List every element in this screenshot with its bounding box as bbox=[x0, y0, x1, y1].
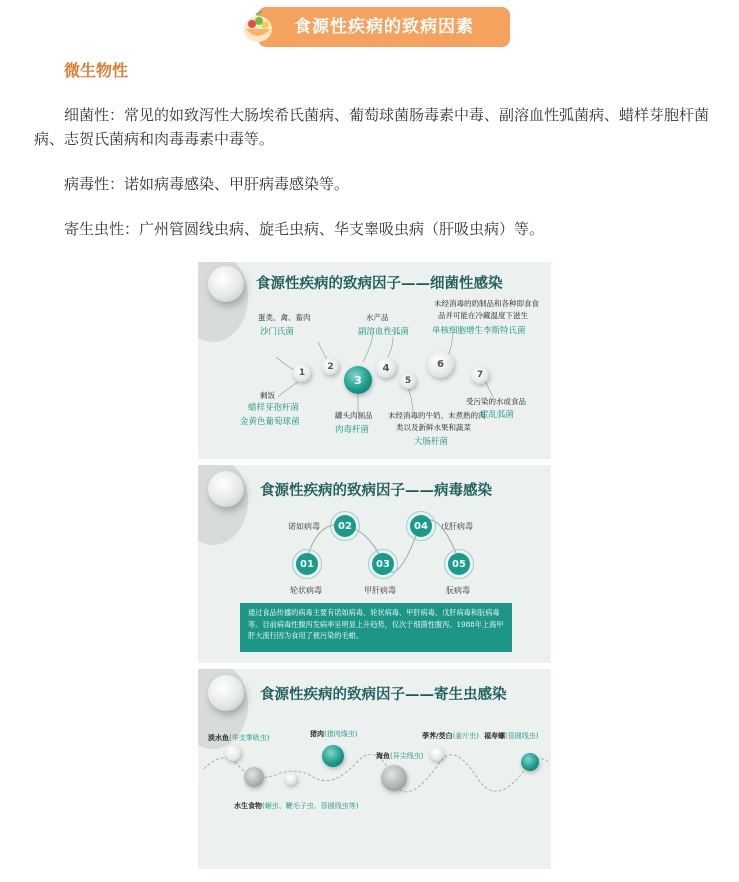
virus-label: 戊肝病毒 bbox=[441, 522, 473, 531]
section-subtitle: 微生物性 bbox=[64, 61, 129, 80]
item-bacteria: 副溶血性弧菌 bbox=[358, 327, 410, 337]
virus-badge-02: 02 bbox=[330, 511, 360, 541]
parasite-node-small bbox=[285, 773, 297, 785]
item-source: 受污染的水或食品 bbox=[466, 397, 526, 406]
item-source: 罐头肉制品 bbox=[335, 411, 373, 420]
header-title: 食源性疾病的致病因素 bbox=[258, 7, 510, 47]
virus-label: 甲肝病毒 bbox=[364, 586, 396, 595]
item-source: 蛋类、禽、畜肉 bbox=[258, 313, 311, 322]
paragraph-parasite: 寄生虫性：广州管圆线虫病、旋毛虫病、华支睾吸虫病（肝吸虫病）等。 bbox=[64, 220, 545, 238]
item-bacteria: 大肠杆菌 bbox=[414, 437, 449, 447]
bacteria-node-4: 4 bbox=[376, 358, 396, 378]
item-bacteria: 蜡样芽孢杆菌 bbox=[248, 403, 300, 413]
bacteria-infographic bbox=[198, 262, 551, 459]
virus-badge-03: 03 bbox=[368, 549, 398, 579]
bacteria-node-3: 3 bbox=[344, 366, 372, 394]
item-bacteria: 单核细胞增生李斯特氏菌 bbox=[432, 326, 526, 336]
bacteria-node-2: 2 bbox=[322, 358, 339, 375]
paragraph-virus: 病毒性：诺如病毒感染、甲肝病毒感染等。 bbox=[64, 175, 350, 193]
panel-title: 食源性疾病的致病因子——病毒感染 bbox=[260, 482, 492, 499]
panel-title: 食源性疾病的致病因子——寄生虫感染 bbox=[260, 686, 507, 703]
virus-badge-05: 05 bbox=[444, 549, 474, 579]
parasite-node-pork bbox=[322, 745, 344, 767]
paragraph-bacteria: 细菌性：常见的如致泻性大肠埃希氏菌病、葡萄球菌肠毒素中毒、副溶血性弧菌病、蜡样芽胞杆菌病、志贺氏菌病和肉毒毒素中毒等。 bbox=[34, 106, 710, 148]
virus-badge-01: 01 bbox=[292, 549, 322, 579]
parasite-node-apple-snail bbox=[521, 753, 539, 771]
virus-label: 诺如病毒 bbox=[288, 522, 320, 531]
item-source: 剩饭 bbox=[260, 391, 275, 400]
item-bacteria: 霍乱弧菌 bbox=[480, 410, 515, 420]
virus-infographic bbox=[198, 465, 551, 663]
item-source: 水产品 bbox=[366, 313, 389, 322]
parasite-label: 淡水鱼(华支睾吸虫) bbox=[208, 734, 270, 742]
parasite-label: 荸荠/茭白(姜片虫) bbox=[422, 732, 480, 740]
parasite-node-freshwater-fish bbox=[225, 745, 241, 761]
parasite-label: 福寿螺(管圆线虫) bbox=[484, 732, 539, 740]
panel-title: 食源性疾病的致病因子——细菌性感染 bbox=[256, 275, 503, 292]
parasite-label: 水生食物(蛔虫、鞭毛子虫、管圆线虫等) bbox=[234, 802, 359, 810]
parasite-node-aquatic-food bbox=[244, 767, 264, 787]
item-source: 类以及新鲜水果和蔬菜 bbox=[396, 423, 471, 432]
item-source: 未经消毒的牛奶、未煮熟的肉 bbox=[388, 411, 486, 420]
parasite-node-sea-fish bbox=[381, 765, 407, 791]
section-header bbox=[240, 7, 510, 47]
bacteria-node-5: 5 bbox=[400, 373, 416, 389]
connector-lines bbox=[198, 262, 551, 459]
bacteria-node-6: 6 bbox=[427, 351, 454, 378]
food-bowl-icon bbox=[240, 9, 276, 45]
virus-info-box: 通过食品传播的病毒主要有诺如病毒、轮状病毒、甲肝病毒、戊肝病毒和朊病毒等。目前病毒性腹泻发病率呈明显上升趋势，仅次于细菌性腹泻。1988年上海甲肝大流行因为食用了被污染的毛蚶。 bbox=[240, 603, 512, 652]
item-bacteria: 沙门氏菌 bbox=[260, 327, 295, 337]
bacteria-node-7: 7 bbox=[471, 366, 489, 384]
bacteria-node-1: 1 bbox=[293, 364, 311, 382]
item-source: 品并可能在冷藏温度下滋生 bbox=[438, 311, 528, 320]
virus-label: 朊病毒 bbox=[446, 586, 470, 595]
parasite-label: 海鱼(异尖线虫) bbox=[376, 752, 424, 760]
item-bacteria: 肉毒杆菌 bbox=[335, 425, 370, 435]
parasite-label: 猪肉(猪肉绦虫) bbox=[310, 730, 358, 738]
parasite-infographic bbox=[198, 669, 551, 869]
item-bacteria: 金黄色葡萄球菌 bbox=[240, 417, 300, 427]
parasite-node-water-chestnut bbox=[430, 747, 444, 761]
item-source: 未经消毒的奶制品和各种即食食 bbox=[434, 299, 539, 308]
virus-label: 轮状病毒 bbox=[290, 586, 322, 595]
virus-badge-04: 04 bbox=[406, 511, 436, 541]
